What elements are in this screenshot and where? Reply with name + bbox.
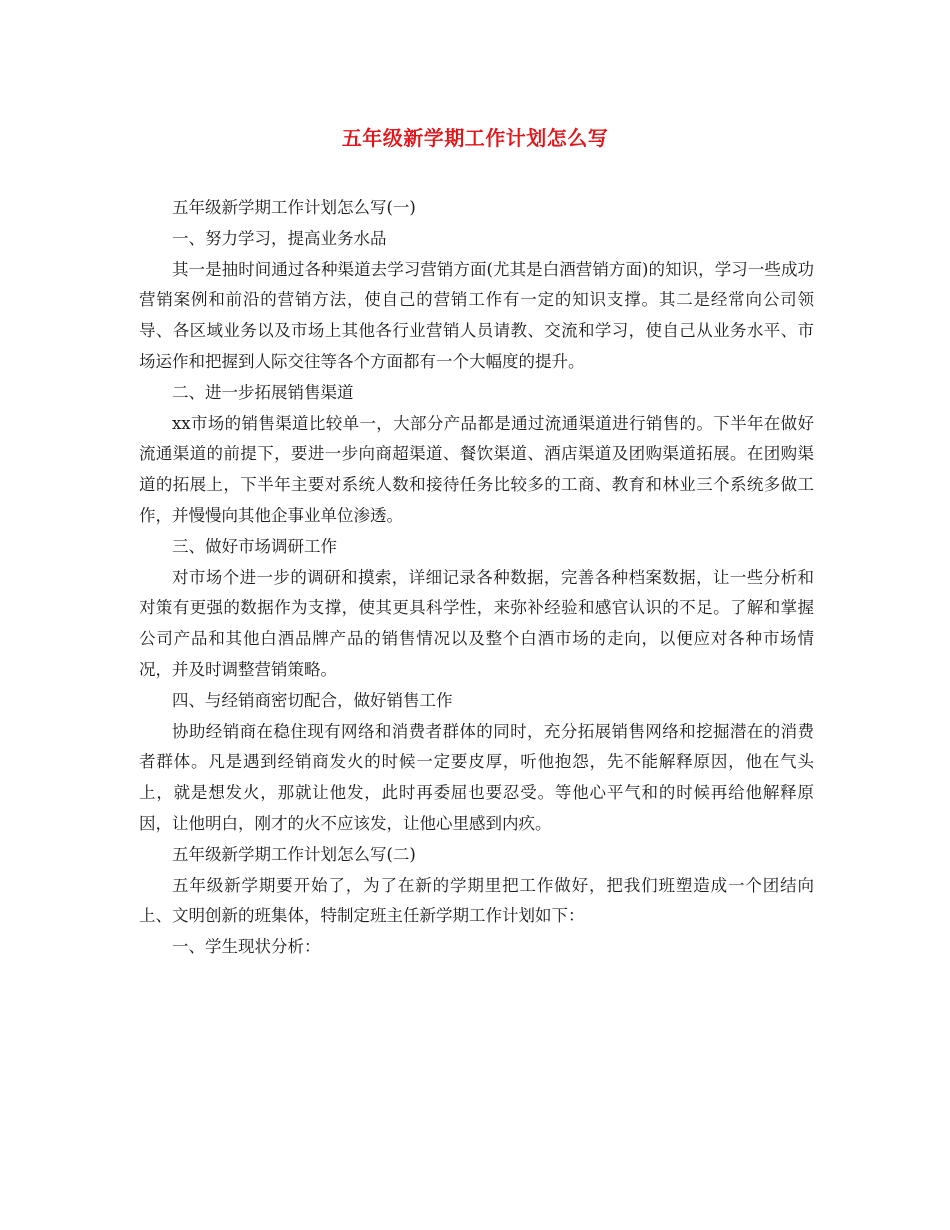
paragraph-dealers: 协助经销商在稳住现有网络和消费者群体的同时，充分拓展销售网络和挖掘潜在的消费者群体。凡是遇到经销商发火的时候一定要皮厚，听他抱怨，先不能解释原因，他在气头上，就是想发火，那就让他发，此时再委屈也要忍受。等他心平气和的时候再给他解释原因，让他明白，刚才的火不应该发，让他心里感到内疚。	[139, 721, 814, 833]
paragraph-research: 对市场个进一步的调研和摸索，详细记录各种数据，完善各种档案数据，让一些分析和对策有更强的数据作为支撑，使其更具科学性，来弥补经验和感官认识的不足。了解和掌握公司产品和其他白酒品牌产品的销售情况以及整个白酒市场的走向，以便应对各种市场情况，并及时调整营销策略。	[139, 567, 814, 679]
heading-channels: 二、进一步拓展销售渠道	[172, 382, 354, 402]
heading-dealers: 四、与经销商密切配合，做好销售工作	[172, 690, 453, 710]
paragraph-intro-part-2: 五年级新学期要开始了，为了在新的学期里把工作做好，把我们班塑造成一个团结向上、文明创新的班集体，特制定班主任新学期工作计划如下：	[139, 875, 814, 926]
heading-study: 一、努力学习，提高业务水品	[172, 228, 387, 248]
section-heading-part-2: 五年级新学期工作计划怎么写(二)	[172, 844, 416, 864]
document-body	[139, 193, 814, 963]
paragraph-channels: xx市场的销售渠道比较单一，大部分产品都是通过流通渠道进行销售的。下半年在做好流通渠道的前提下，要进一步向商超渠道、餐饮渠道、酒店渠道及团购渠道拓展。在团购渠道的拓展上，下半年主要对系统人数和接待任务比较多的工商、教育和林业三个系统多做工作，并慢慢向其他企事业单位渗透。	[139, 413, 814, 525]
heading-student-analysis: 一、学生现状分析：	[172, 937, 321, 957]
paragraph-study: 其一是抽时间通过各种渠道去学习营销方面(尤其是白酒营销方面)的知识，学习一些成功营销案例和前沿的营销方法，使自己的营销工作有一定的知识支撑。其二是经常向公司领导、各区域业务以及市场上其他各行业营销人员请教、交流和学习，使自己从业务水平、市场运作和把握到人际交往等各个方面都有一个大幅度的提升。	[139, 259, 814, 371]
section-heading-part-1: 五年级新学期工作计划怎么写(一)	[172, 198, 416, 217]
document-title: 五年级新学期工作计划怎么写	[341, 126, 609, 150]
heading-research: 三、做好市场调研工作	[172, 536, 337, 556]
